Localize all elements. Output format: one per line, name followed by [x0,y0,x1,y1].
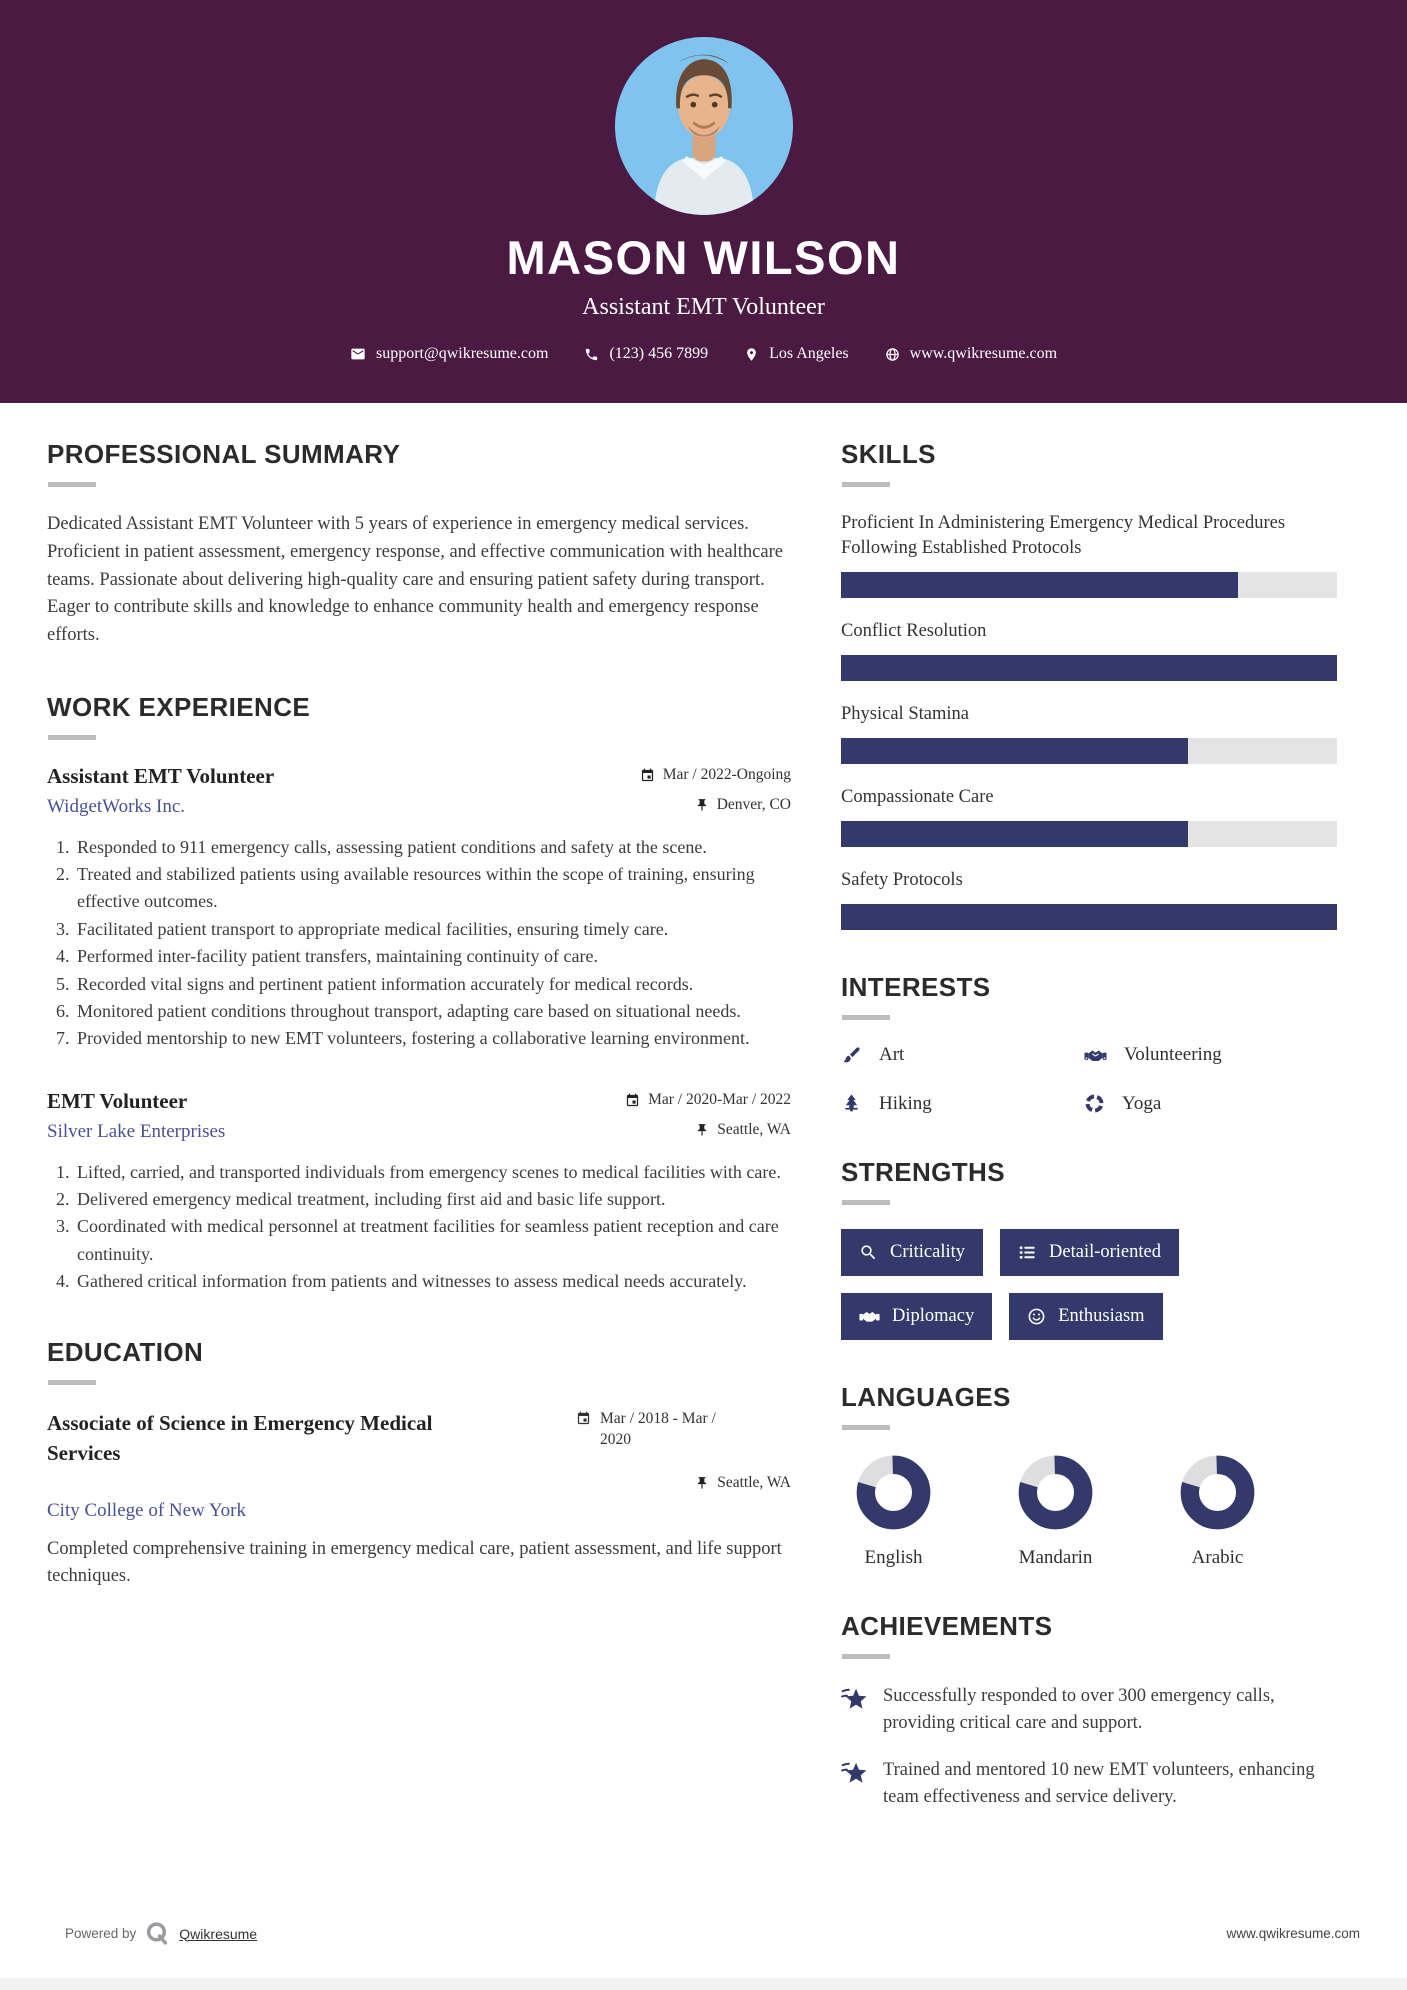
skill-bar-track [841,821,1337,847]
calendar-icon [625,1093,640,1108]
experience-bullet: 5. Recorded vital signs and pertinent patient information accurately for medical records. [74,971,791,998]
skill-label: Proficient In Administering Emergency Medical Procedures Following Established Protocols [841,513,1286,558]
skill-bar-fill [841,655,1337,681]
left-column [47,439,791,1853]
contact-bar [0,345,1407,363]
education-location [576,1474,791,1492]
section-heading-skills: SKILLS [841,439,936,469]
candidate-title: Assistant EMT Volunteer [582,294,825,320]
skill-label: Safety Protocols [841,869,963,890]
interest-label: Volunteering [1124,1044,1222,1066]
job-bullet-list [47,834,791,1053]
strength-badge [1009,1293,1162,1340]
section-heading-education: EDUCATION [47,1337,204,1368]
contact-website[interactable] [885,345,1057,363]
contact-location-text: Los Angeles [769,345,849,362]
right-column [841,439,1337,1853]
list-icon [1018,1243,1037,1262]
interest-label: Hiking [879,1092,932,1114]
paintbrush-icon [841,1045,862,1066]
section-heading-interests: INTERESTS [841,971,991,1002]
language-label: English [864,1546,923,1568]
heading-underline [48,735,96,740]
section-heading-achievements: ACHIEVEMENTS [841,1610,1053,1641]
candidate-name: MASON WILSON [506,231,901,284]
job-dates-text: Mar / 2020-Mar / 2022 [648,1091,791,1109]
profile-photo-illustration [615,37,793,215]
powered-by-text: Powered by [65,1926,137,1941]
pine-tree-icon [841,1093,862,1114]
skill-bar-track [841,738,1337,764]
job-location [695,1121,791,1139]
experience-section [47,692,791,1296]
contact-email-text: support@qwikresume.com [375,345,549,362]
language-donut-chart [1179,1454,1256,1531]
job-company: WidgetWorks Inc. [47,795,186,817]
job-dates [625,1091,791,1109]
main-content [0,403,1407,1853]
strength-badge [1000,1229,1179,1276]
section-heading-languages: LANGUAGES [841,1381,1011,1412]
calendar-icon [640,768,655,783]
education-degree: Associate of Science in Emergency Medical Services [47,1411,433,1465]
strength-label: Criticality [890,1241,966,1262]
job-location-text: Denver, CO [716,795,791,813]
profile-photo [615,37,793,215]
experience-bullet: 1. Responded to 911 emergency calls, assessing patient conditions and safety at the scene. [74,834,791,861]
skill-bar-track [841,904,1337,930]
job-entry [47,1089,791,1296]
heading-underline [842,1654,890,1659]
interest-item [1084,1093,1337,1115]
heading-underline [48,482,96,487]
skill-bar-track [841,655,1337,681]
language-item [1179,1454,1256,1569]
interest-item [1084,1044,1337,1067]
contact-website-text: www.qwikresume.com [909,345,1058,362]
education-dates-text: Mar / 2018 - Mar / 2020 [600,1410,716,1448]
education-location-text: Seattle, WA [717,1473,791,1491]
heading-underline [842,1015,890,1020]
language-label: Mandarin [1018,1546,1093,1568]
experience-bullet: 6. Monitored patient conditions throughout transport, adapting care based on situational needs. [74,998,791,1025]
pushpin-icon [695,1123,709,1137]
skill-label: Physical Stamina [841,703,969,724]
heading-underline [842,1200,890,1205]
strengths-section [841,1157,1337,1340]
language-donut-chart [855,1454,932,1531]
skill-bar-fill [841,904,1337,930]
skill-item [841,868,1337,930]
contact-phone-text: (123) 456 7899 [609,345,709,362]
contact-phone [584,345,708,363]
skill-item [841,619,1337,681]
globe-icon [885,347,900,362]
language-item [855,1454,932,1569]
section-heading-summary: PROFESSIONAL SUMMARY [47,439,401,469]
handshake-icon [1084,1044,1107,1067]
contact-email[interactable] [350,345,548,363]
page-header [0,0,1407,403]
language-donut-chart [1017,1454,1094,1531]
experience-bullet: 4. Performed inter-facility patient transfers, maintaining continuity of care. [74,943,791,970]
summary-section [47,439,791,650]
experience-bullet: 7. Provided mentorship to new EMT volunteers, fostering a collaborative learning environment. [74,1025,791,1052]
education-section [47,1337,791,1591]
footer-website-text: www.qwikresume.com [1226,1926,1360,1941]
education-dates [576,1409,791,1449]
achievement-text: Successfully responded to over 300 emergency calls, providing critical care and support. [883,1685,1275,1733]
achievement-item [841,1757,1337,1811]
lifebuoy-icon [1084,1093,1105,1114]
experience-bullet: 2. Treated and stabilized patients using available resources within the scope of training, ensuring effective outcomes. [74,861,791,916]
shooting-star-icon [841,1759,868,1811]
language-item [1017,1454,1094,1569]
job-company: Silver Lake Enterprises [47,1120,226,1142]
skill-label: Compassionate Care [841,786,994,807]
strength-badge [841,1293,992,1340]
experience-bullet: 3. Coordinated with medical personnel at treatment facilities for seamless patient reception and care continuity. [74,1213,791,1268]
experience-bullet: 4. Gathered critical information from patients and witnesses to assess medical needs accurately. [74,1268,791,1295]
interest-label: Art [879,1044,905,1066]
bottom-strip [0,1978,1407,1990]
contact-location [744,345,849,363]
languages-section [841,1382,1337,1569]
phone-icon [584,347,599,362]
strength-label: Diplomacy [892,1305,975,1326]
section-heading-strengths: STRENGTHS [841,1156,1005,1187]
job-bullet-list [47,1159,791,1296]
section-heading-experience: WORK EXPERIENCE [47,691,311,722]
job-dates-text: Mar / 2022-Ongoing [662,766,791,784]
heading-underline [842,482,890,487]
experience-bullet: 1. Lifted, carried, and transported individuals from emergency scenes to medical facilities with care. [74,1159,791,1186]
job-title: Assistant EMT Volunteer [47,763,275,788]
page-footer [65,1921,1360,1946]
skill-bar-fill [841,572,1238,598]
education-school: City College of New York [47,1499,246,1521]
qwikresume-link[interactable]: Qwikresume [179,1925,258,1942]
smiley-icon [1027,1307,1046,1326]
pushpin-icon [695,1476,709,1490]
skill-item [841,702,1337,764]
achievement-item [841,1683,1337,1737]
calendar-icon [576,1411,591,1449]
job-dates [640,766,791,784]
qwikresume-logo-icon [145,1921,170,1946]
handshake-icon [859,1306,880,1327]
skill-bar-fill [841,738,1188,764]
education-description: Completed comprehensive training in emergency medical care, patient assessment, and life support techniques. [47,1538,782,1587]
interests-section [841,972,1337,1115]
interest-item [841,1044,1084,1067]
experience-bullet: 3. Facilitated patient transport to appropriate medical facilities, ensuring timely care. [74,916,791,943]
job-title: EMT Volunteer [47,1088,188,1113]
strength-label: Enthusiasm [1058,1305,1145,1326]
skill-item [841,511,1337,598]
education-meta [576,1409,791,1491]
pushpin-icon [695,798,709,812]
job-location [695,796,791,814]
interest-label: Yoga [1122,1092,1162,1114]
envelope-icon [350,346,366,362]
interest-item [841,1093,1084,1115]
skill-label: Conflict Resolution [841,620,987,641]
strength-badge [841,1229,983,1276]
skill-bar-fill [841,821,1188,847]
strength-label: Detail-oriented [1049,1241,1161,1262]
shooting-star-icon [841,1685,868,1737]
language-label: Arabic [1191,1546,1244,1568]
magnifier-icon [859,1243,878,1262]
skills-section [841,439,1337,930]
job-location-text: Seattle, WA [717,1120,791,1138]
heading-underline [842,1425,890,1430]
skill-bar-track [841,572,1337,598]
summary-text: Dedicated Assistant EMT Volunteer with 5 years of experience in emergency medical services. Proficient in patient assessment, emergency response, and effective communication with healthcare teams. Passionate about delivering high-quality care and ensuring patient safety during transport. Eager to contribute skills and knowledge to enhance community health and emergency response efforts. [47,514,783,645]
job-entry [47,764,791,1053]
experience-bullet: 2. Delivered emergency medical treatment, including first aid and basic life support. [74,1186,791,1213]
achievement-text: Trained and mentored 10 new EMT volunteers, enhancing team effectiveness and service delivery. [883,1760,1315,1808]
location-pin-icon [744,347,759,362]
achievements-section [841,1611,1337,1811]
heading-underline [48,1380,96,1385]
skill-item [841,785,1337,847]
